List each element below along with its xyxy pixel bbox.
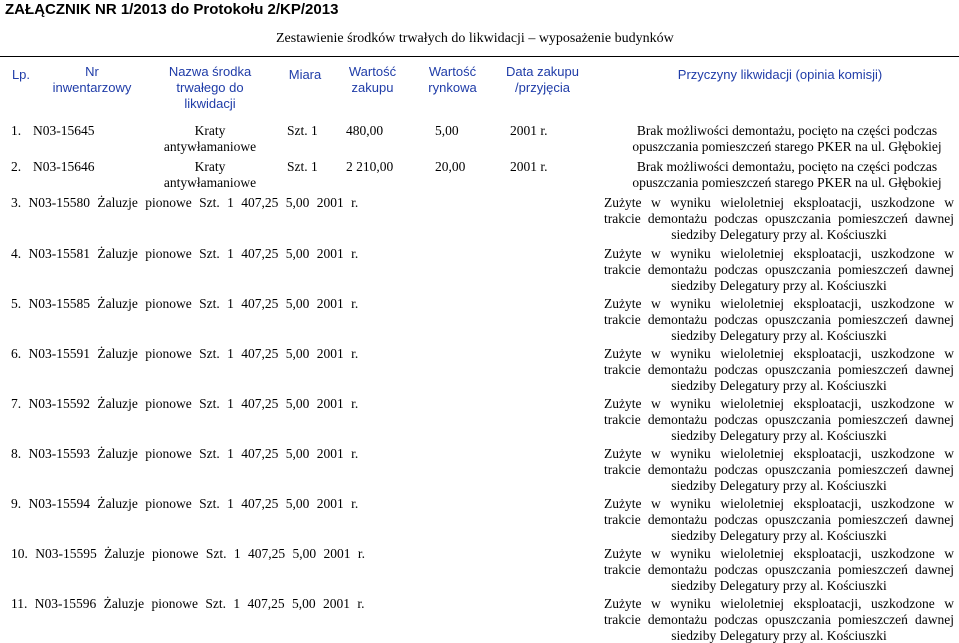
row-nr: N03-15645: [33, 123, 95, 138]
reason-line: trakcie demontażu podczas opuszczania pomieszczeń dawnej: [604, 461, 954, 477]
row-reason: [604, 396, 954, 443]
header-przyczyny: Przyczyny likwidacji (opinia komisji): [677, 67, 883, 82]
reason-line: Zużyte w wyniku wieloletniej eksploatacji, uszkodzone w: [604, 296, 954, 311]
row-lp: 2.: [11, 159, 22, 174]
row-line: 8. N03-15593 Żaluzje pionowe Szt. 1 407,25 5,00 2001 r.: [11, 446, 359, 461]
reason-line: Zużyte w wyniku wieloletniej eksploatacji, uszkodzone w: [604, 596, 954, 611]
row-reason: [604, 546, 954, 593]
reason-line: Zużyte w wyniku wieloletniej eksploatacji, uszkodzone w: [604, 496, 954, 511]
row-reason: [604, 195, 954, 242]
row-rynkowa: 20,00: [435, 159, 466, 174]
reason-line: siedziby Delegatury przy al. Kościuszki: [671, 377, 887, 393]
row-line: 9. N03-15594 Żaluzje pionowe Szt. 1 407,25 5,00 2001 r.: [11, 496, 359, 511]
row-data: 2001 r.: [510, 159, 548, 174]
header-lp: Lp.: [11, 67, 31, 82]
row-nazwa: Kraty antywłamaniowe: [163, 159, 257, 190]
reason-line: trakcie demontażu podczas opuszczania pomieszczeń dawnej: [604, 561, 954, 577]
row-reason: [604, 496, 954, 543]
row-reason: Brak możliwości demontażu, pocięto na części podczas opuszczania pomieszczeń starego PKER na ul. Głębokiej: [632, 123, 942, 154]
reason-line: Zużyte w wyniku wieloletniej eksploatacji, uszkodzone w: [604, 195, 954, 210]
reason-line: siedziby Delegatury przy al. Kościuszki: [671, 477, 887, 493]
row-nr: N03-15646: [33, 159, 95, 174]
header-nr: Nr inwentarzowy: [52, 64, 132, 95]
reason-line: Zużyte w wyniku wieloletniej eksploatacji, uszkodzone w: [604, 396, 954, 411]
row-line: 10. N03-15595 Żaluzje pionowe Szt. 1 407,25 5,00 2001 r.: [11, 546, 365, 561]
row-line: 11. N03-15596 Żaluzje pionowe Szt. 1 407,25 5,00 2001 r.: [11, 596, 365, 611]
row-reason: Brak możliwości demontażu, pocięto na części podczas opuszczania pomieszczeń starego PKER na ul. Głębokiej: [632, 159, 942, 190]
reason-line: trakcie demontażu podczas opuszczania pomieszczeń dawnej: [604, 611, 954, 627]
row-zakup: 480,00: [346, 123, 384, 138]
reason-line: Zużyte w wyniku wieloletniej eksploatacji, uszkodzone w: [604, 446, 954, 461]
reason-line: trakcie demontażu podczas opuszczania pomieszczeń dawnej: [604, 210, 954, 226]
row-reason: [604, 596, 954, 643]
row-line: 3. N03-15580 Żaluzje pionowe Szt. 1 407,25 5,00 2001 r.: [11, 195, 359, 210]
row-reason: [604, 246, 954, 293]
row-data: 2001 r.: [510, 123, 548, 138]
document-title: ZAŁĄCZNIK NR 1/2013 do Protokołu 2/KP/2013: [5, 1, 339, 18]
reason-line: trakcie demontażu podczas opuszczania pomieszczeń dawnej: [604, 511, 954, 527]
reason-line: trakcie demontażu podczas opuszczania pomieszczeń dawnej: [604, 411, 954, 427]
row-miara: Szt. 1: [287, 159, 318, 174]
reason-line: siedziby Delegatury przy al. Kościuszki: [671, 427, 887, 443]
reason-line: trakcie demontażu podczas opuszczania pomieszczeń dawnej: [604, 361, 954, 377]
header-miara: Miara: [288, 67, 322, 82]
row-reason: [604, 446, 954, 493]
reason-line: trakcie demontażu podczas opuszczania pomieszczeń dawnej: [604, 261, 954, 277]
row-line: 4. N03-15581 Żaluzje pionowe Szt. 1 407,25 5,00 2001 r.: [11, 246, 359, 261]
header-wartosc-rynkowa: Wartość rynkowa: [428, 64, 477, 95]
row-nazwa: Kraty antywłamaniowe: [163, 123, 257, 154]
reason-line: siedziby Delegatury przy al. Kościuszki: [671, 627, 887, 643]
document-subtitle: Zestawienie środków trwałych do likwidacji – wyposażenie budynków: [276, 31, 674, 46]
reason-line: trakcie demontażu podczas opuszczania pomieszczeń dawnej: [604, 311, 954, 327]
row-line: 7. N03-15592 Żaluzje pionowe Szt. 1 407,25 5,00 2001 r.: [11, 396, 359, 411]
header-nazwa: Nazwa środka trwałego do likwidacji: [168, 64, 252, 111]
header-data: Data zakupu /przyjęcia: [506, 64, 579, 95]
reason-line: siedziby Delegatury przy al. Kościuszki: [671, 327, 887, 343]
reason-line: siedziby Delegatury przy al. Kościuszki: [671, 226, 887, 242]
reason-line: Zużyte w wyniku wieloletniej eksploatacji, uszkodzone w: [604, 246, 954, 261]
reason-line: Zużyte w wyniku wieloletniej eksploatacji, uszkodzone w: [604, 546, 954, 561]
header-wartosc-zakupu: Wartość zakupu: [348, 64, 397, 95]
row-lp: 1.: [11, 123, 22, 138]
row-miara: Szt. 1: [287, 123, 318, 138]
row-zakup: 2 210,00: [346, 159, 394, 174]
reason-line: Zużyte w wyniku wieloletniej eksploatacji, uszkodzone w: [604, 346, 954, 361]
reason-line: siedziby Delegatury przy al. Kościuszki: [671, 577, 887, 593]
row-line: 6. N03-15591 Żaluzje pionowe Szt. 1 407,25 5,00 2001 r.: [11, 346, 359, 361]
row-line: 5. N03-15585 Żaluzje pionowe Szt. 1 407,25 5,00 2001 r.: [11, 296, 359, 311]
row-rynkowa: 5,00: [435, 123, 459, 138]
row-reason: [604, 346, 954, 393]
row-reason: [604, 296, 954, 343]
header-top-rule: [0, 56, 959, 57]
reason-line: siedziby Delegatury przy al. Kościuszki: [671, 277, 887, 293]
reason-line: siedziby Delegatury przy al. Kościuszki: [671, 527, 887, 543]
